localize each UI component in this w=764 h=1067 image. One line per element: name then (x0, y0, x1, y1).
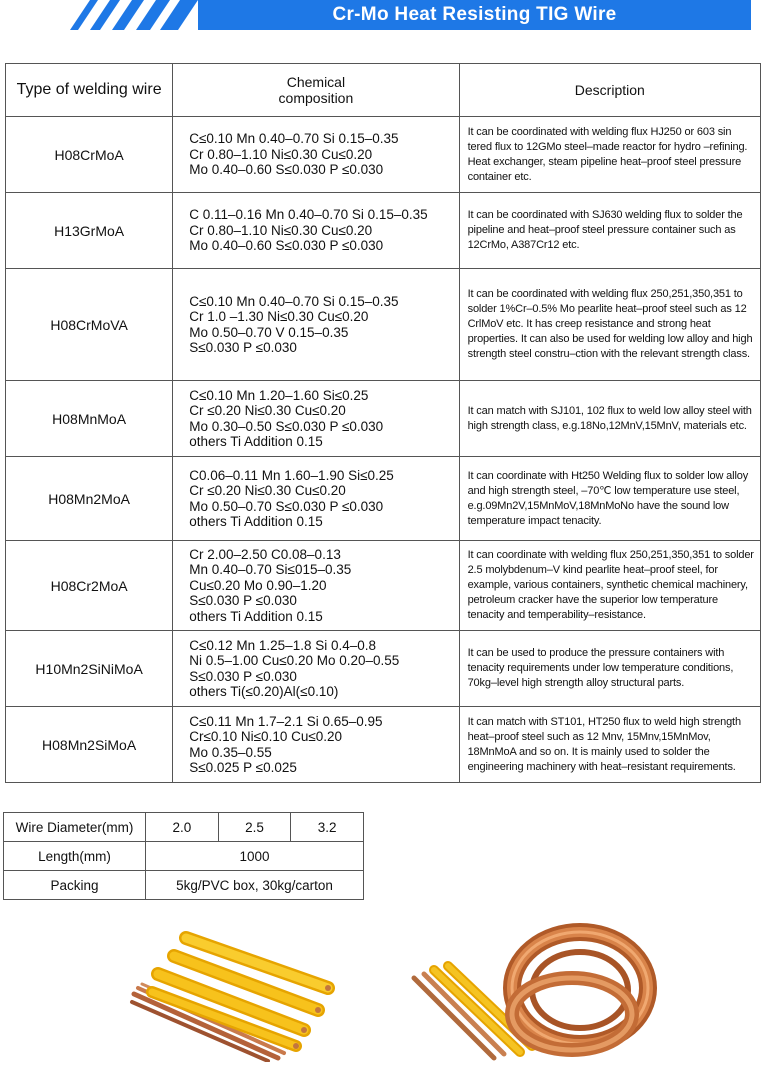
composition-line: C≤0.10 Mn 0.40–0.70 Si 0.15–0.35 (189, 131, 399, 147)
composition-line: S≤0.025 P ≤0.025 (189, 760, 297, 775)
composition-line: C 0.11–0.16 Mn 0.40–0.70 Si 0.15–0.35 (189, 207, 428, 223)
header-banner (0, 0, 764, 30)
composition-line: Ni 0.5–1.00 Cu≤0.20 Mo 0.20–0.55 (189, 653, 400, 668)
wire-type: H08MnMoA (6, 381, 173, 457)
composition-line: Cr ≤0.20 Ni≤0.30 Cu≤0.20 (189, 483, 346, 498)
length-value: 1000 (146, 842, 364, 871)
tig-rod-bundle-image (128, 922, 338, 1062)
composition-line: Mo 0.50–0.70 S≤0.030 P ≤0.030 (189, 498, 384, 514)
diameter-row (4, 813, 364, 842)
composition-cell (173, 193, 459, 269)
table-row (6, 541, 761, 631)
description-cell: It can coordinate with welding flux 250,251,350,351 to solder 2.5 molybdenum–V kind pearlite heat–proof steel, for example, various containers, synthetic chemical machinery, petroleum cracker have the superior low temperature tenacity and temperability–resistance. (459, 541, 760, 631)
diameter-value: 2.5 (218, 813, 291, 842)
size-table (3, 812, 364, 900)
composition-line: Cu≤0.20 Mo 0.90–1.20 (189, 577, 327, 593)
description-cell: It can coordinate with Ht250 Welding flux to solder low alloy and high strength steel, –70℃ low temperature use steel, e.g.09Mn2V,15MnMoV,18MnMoNo have the sound low temperature impact tenacity. (459, 457, 760, 541)
length-row (4, 842, 364, 871)
composition-cell (173, 457, 459, 541)
header-composition-line2: composition (278, 90, 354, 106)
wire-type: H08Cr2MoA (6, 541, 173, 631)
table-row (6, 269, 761, 381)
description-cell: It can be coordinated with welding flux HJ250 or 603 sin tered flux to 12GMo steel–made reactor for hydro –refining. Heat exchanger, steam pipeline heat–proof steel pressure container etc. (459, 117, 760, 193)
description-cell: It can match with SJ101, 102 flux to weld low alloy steel with high strength class, e.g.18No,12MnV,15MnV, materials etc. (459, 381, 760, 457)
description-cell: It can be coordinated with SJ630 welding flux to solder the pipeline and heat–proof steel pressure container such as 12CrMo, A387Cr12 etc. (459, 193, 760, 269)
header-type: Type of welding wire (6, 64, 173, 117)
composition-cell (173, 117, 459, 193)
wire-type: H08Mn2MoA (6, 457, 173, 541)
composition-line: S≤0.030 P ≤0.030 (189, 668, 297, 684)
copper-wire-coil-image (408, 918, 658, 1063)
composition-line: Cr ≤0.20 Ni≤0.30 Cu≤0.20 (189, 403, 346, 418)
composition-line: Mo 0.40–0.60 S≤0.030 P ≤0.030 (189, 162, 384, 178)
table-row (6, 457, 761, 541)
composition-line: Mo 0.35–0.55 (189, 744, 272, 760)
header-composition-line1: Chemical (286, 74, 346, 90)
composition-cell (173, 269, 459, 381)
page-title: Cr-Mo Heat Resisting TIG Wire (332, 4, 617, 25)
composition-line: C≤0.10 Mn 1.20–1.60 Si≤0.25 (189, 387, 369, 403)
banner-stripes-decoration (70, 0, 210, 30)
composition-line: C≤0.10 Mn 0.40–0.70 Si 0.15–0.35 (189, 293, 399, 309)
composition-line: Cr≤0.10 Ni≤0.10 Cu≤0.20 (189, 729, 343, 744)
composition-line: Cr 1.0 –1.30 Ni≤0.30 Cu≤0.20 (189, 309, 369, 324)
composition-line: C≤0.12 Mn 1.25–1.8 Si 0.4–0.8 (189, 637, 377, 653)
composition-line: C≤0.11 Mn 1.7–2.1 Si 0.65–0.95 (189, 713, 383, 729)
header-composition (173, 64, 459, 117)
table-row (6, 117, 761, 193)
composition-line: Mo 0.30–0.50 S≤0.030 P ≤0.030 (189, 418, 384, 434)
composition-line: Cr 2.00–2.50 C0.08–0.13 (189, 546, 341, 562)
header-description: Description (459, 64, 760, 117)
table-header-row (6, 64, 761, 117)
diameter-value: 2.0 (146, 813, 219, 842)
spec-table (5, 63, 761, 783)
table-row (6, 381, 761, 457)
packing-value: 5kg/PVC box, 30kg/carton (146, 871, 364, 900)
description-cell: It can be used to produce the pressure containers with tenacity requirements under low temperature conditions, 70kg–level high strength alloy structural parts. (459, 631, 760, 707)
composition-line: Mn 0.40–0.70 Si≤015–0.35 (189, 562, 352, 578)
diameter-label: Wire Diameter(mm) (4, 813, 146, 842)
table-row (6, 193, 761, 269)
composition-line: others Ti(≤0.20)Al(≤0.10) (189, 684, 339, 699)
diameter-value: 3.2 (291, 813, 364, 842)
composition-line: Mo 0.40–0.60 S≤0.030 P ≤0.030 (189, 238, 384, 254)
composition-line: Cr 0.80–1.10 Ni≤0.30 Cu≤0.20 (189, 146, 373, 162)
composition-cell (173, 707, 459, 783)
table-row (6, 631, 761, 707)
composition-line: Mo 0.50–0.70 V 0.15–0.35 (189, 324, 349, 340)
wire-type: H13GrMoA (6, 193, 173, 269)
composition-line: S≤0.030 P ≤0.030 (189, 593, 297, 609)
composition-cell (173, 381, 459, 457)
packing-label: Packing (4, 871, 146, 900)
wire-type: H08Mn2SiMoA (6, 707, 173, 783)
composition-line: Cr 0.80–1.10 Ni≤0.30 Cu≤0.20 (189, 222, 373, 238)
composition-cell (173, 541, 459, 631)
packing-row (4, 871, 364, 900)
composition-line: others Ti Addition 0.15 (189, 514, 323, 529)
composition-line: S≤0.030 P ≤0.030 (189, 340, 297, 355)
composition-line: others Ti Addition 0.15 (189, 608, 323, 624)
composition-line: others Ti Addition 0.15 (189, 434, 323, 449)
wire-type: H08CrMoA (6, 117, 173, 193)
length-label: Length(mm) (4, 842, 146, 871)
wire-type: H08CrMoVA (6, 269, 173, 381)
table-row (6, 707, 761, 783)
description-cell: It can match with ST101, HT250 flux to weld high strength heat–proof steel such as 12 Mnv, 15Mnv,15MnMov, 18MnMoA and so on. It is mainly used to solder the engineering machinery with heat–resistant requirements. (459, 707, 760, 783)
composition-cell (173, 631, 459, 707)
wire-type: H10Mn2SiNiMoA (6, 631, 173, 707)
composition-line: C0.06–0.11 Mn 1.60–1.90 Si≤0.25 (189, 467, 394, 483)
description-cell: It can be coordinated with welding flux 250,251,350,351 to solder 1%Cr–0.5% Mo pearlite heat–proof steel such as 12 CrlMoV etc. It has creep resistance and strong heat properties. It can also be used for welding low alloy and high strength steel constru–ction with the relevant strength class. (459, 269, 760, 381)
